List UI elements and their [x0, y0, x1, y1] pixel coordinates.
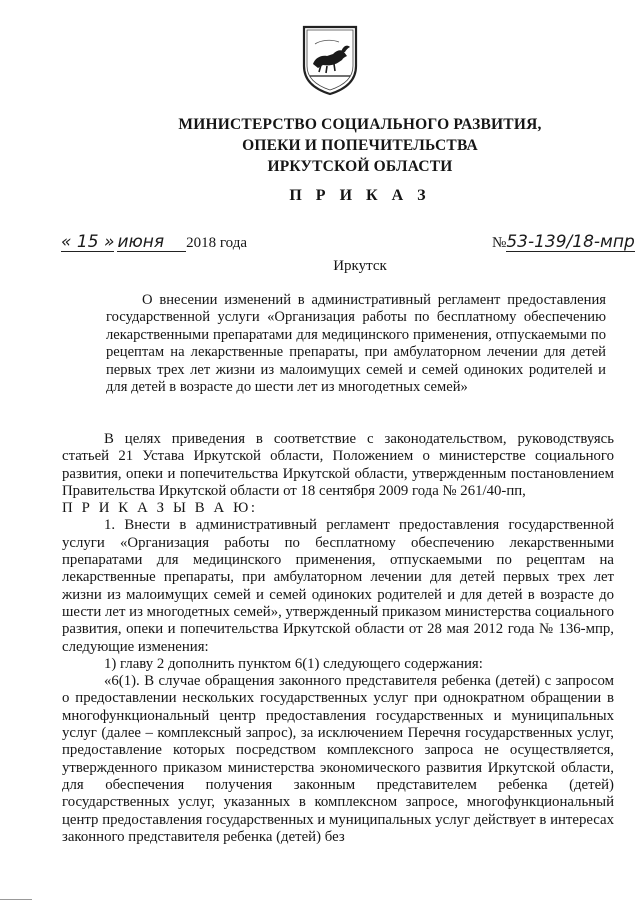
- paragraph-6-1: «6(1). В случае обращения законного представителя ребенка (детей) с запросом о предоставлении нескольких государственных услуг при однократном обращении в многофункциональный центр предоставления государственных и муниципальных услуг (далее – комплексный запрос), за исключением Перечня государственных услуг, предоставление которых посредством комплексного запроса не осуществляется, утвержденного приказом министерства экономического развития Иркутской области, для обеспечения получения законным представителем ребенка (детей) государственных услуг, указанных в комплексном запросе, многофункциональный центр предоставления государственных и муниципальных услуг действует в интересах законного представителя ребенка (детей) без: [62, 673, 614, 845]
- preamble-paragraph: В целях приведения в соответствие с законодательством, руководствуясь статьей 21 Устава Иркутской области, Положением о министерстве социального развития, опеки и попечительства Иркутской области, утвержденным постановлением Правительства Иркутской области от 18 сентября 2009 года № 261/40-пп,: [62, 431, 614, 499]
- ministry-line-3: ИРКУТСКОЙ ОБЛАСТИ: [267, 158, 453, 175]
- city-name: Иркутск: [333, 258, 387, 274]
- order-date: [61, 234, 247, 252]
- irkutsk-coat-of-arms-icon: [301, 24, 359, 96]
- quote-open: «: [61, 232, 72, 252]
- scan-edge-mark: [0, 899, 32, 900]
- order-subject: О внесении изменений в административный регламент предоставления государственной услуги «Организация работы по бесплатному обеспечению лекарственными препаратами для медицинского применения, отпускаемыми по рецептам на лекарственные препараты, при амбулаторном лечении для детей первых трех лет жизни из малоимущих семей и семей одиноких родителей и для детей в возрасте до шести лет из многодетных семей»: [106, 292, 606, 396]
- date-month: июня: [117, 234, 186, 252]
- date-year: 2018 года: [186, 235, 248, 251]
- ministry-line-1: МИНИСТЕРСТВО СОЦИАЛЬНОГО РАЗВИТИЯ,: [178, 116, 542, 133]
- quote-close: »: [103, 232, 115, 252]
- ministry-line-2: ОПЕКИ И ПОПЕЧИТЕЛЬСТВА: [242, 137, 478, 154]
- number-value: 53-139/18-мпр: [506, 232, 635, 252]
- order-word: П Р И К А З Ы В А Ю:: [62, 500, 258, 517]
- document-type-title: П Р И К А З: [289, 187, 431, 204]
- date-day-underlined: [61, 234, 114, 252]
- order-number: [492, 234, 635, 252]
- item-1-paragraph: 1. Внести в административный регламент предоставления государственной услуги «Организация работы по бесплатному обеспечению лекарственными препаратами для медицинского применения, отпускаемыми по рецептам на лекарственные препараты, при амбулаторном лечении для детей первых трех лет жизни из малоимущих семей и семей одиноких родителей и для детей в возрасте до шести лет из многодетных семей», утвержденный приказом министерства социального развития, опеки и попечительства Иркутской области от 28 мая 2012 года № 136-мпр, следующие изменения:: [62, 517, 614, 655]
- subitem-1-paragraph: 1) главу 2 дополнить пунктом 6(1) следующего содержания:: [104, 655, 483, 672]
- ministry-name: [150, 114, 570, 177]
- date-day: 15: [76, 232, 99, 252]
- order-body: [62, 431, 614, 846]
- number-prefix: №: [492, 235, 507, 251]
